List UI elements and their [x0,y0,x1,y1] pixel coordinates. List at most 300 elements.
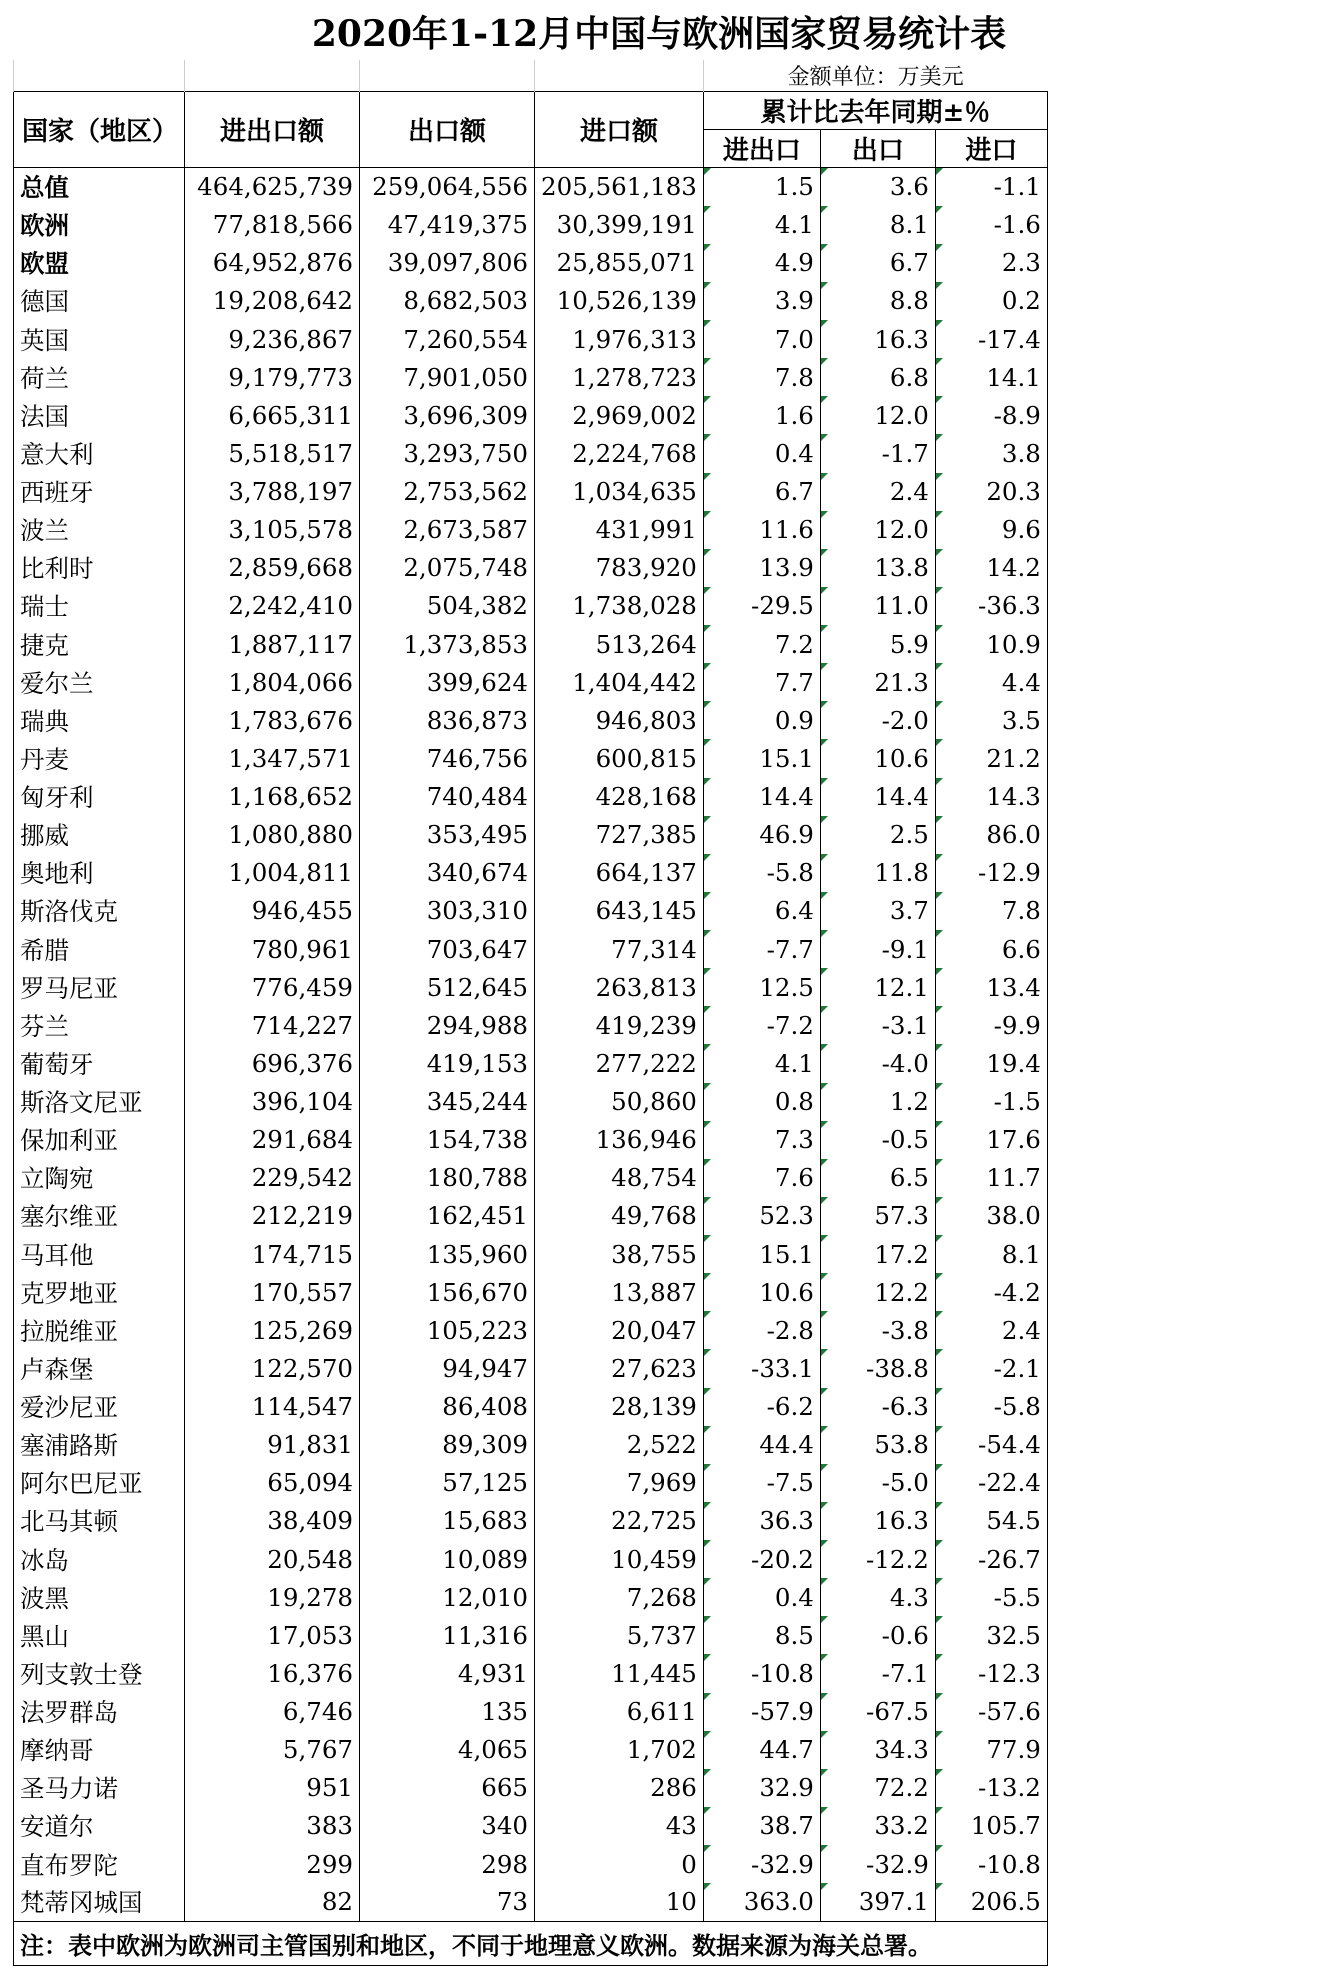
cell-export: 135,960 [360,1235,535,1273]
cell-yoy-export: 5.9 [820,625,935,663]
cell-marker-icon [936,1464,943,1471]
cell-marker-icon [704,1845,711,1852]
cell-country: 欧盟 [14,244,185,282]
cell-import: 286 [535,1769,704,1807]
cell-yoy-import: -5.8 [935,1388,1047,1426]
table-row [14,930,1048,968]
cell-yoy-import: 54.5 [935,1502,1047,1540]
table-row [14,320,1048,358]
cell-total: 91,831 [185,1426,360,1464]
cell-marker-icon [704,434,711,441]
cell-total: 229,542 [185,1159,360,1197]
table-row [14,1426,1048,1464]
cell-yoy-import: 20.3 [935,473,1047,511]
cell-country: 总值 [14,168,185,206]
cell-yoy-export: -32.9 [820,1845,935,1883]
cell-marker-icon [821,206,828,213]
cell-marker-icon [821,1273,828,1280]
cell-marker-icon [704,816,711,823]
cell-yoy-import: 38.0 [935,1197,1047,1235]
cell-import: 49,768 [535,1197,704,1235]
cell-marker-icon [704,1273,711,1280]
cell-yoy-total: -6.2 [703,1388,820,1426]
cell-marker-icon [936,892,943,899]
cell-yoy-export: 72.2 [820,1769,935,1807]
cell-marker-icon [821,244,828,251]
cell-total: 1,004,811 [185,854,360,892]
cell-marker-icon [936,549,943,556]
cell-marker-icon [821,1388,828,1395]
cell-country: 波黑 [14,1578,185,1616]
table-row [14,1540,1048,1578]
cell-marker-icon [936,1311,943,1318]
cell-import: 205,561,183 [535,168,704,206]
cell-total: 299 [185,1845,360,1883]
cell-country: 欧洲 [14,206,185,244]
cell-marker-icon [704,320,711,327]
cell-total: 17,053 [185,1616,360,1654]
cell-yoy-import: 2.4 [935,1311,1047,1349]
cell-marker-icon [936,701,943,708]
cell-total: 122,570 [185,1349,360,1387]
cell-country: 瑞典 [14,701,185,739]
cell-marker-icon [704,1464,711,1471]
cell-marker-icon [704,1693,711,1700]
cell-marker-icon [936,434,943,441]
cell-import: 428,168 [535,778,704,816]
cell-marker-icon [704,1883,711,1890]
cell-total: 6,665,311 [185,396,360,434]
table-row [14,1311,1048,1349]
cell-marker-icon [821,1693,828,1700]
cell-yoy-export: -12.2 [820,1540,935,1578]
cell-marker-icon [936,1731,943,1738]
cell-yoy-total: 0.4 [703,1578,820,1616]
cell-export: 294,988 [360,1006,535,1044]
cell-yoy-total: -7.7 [703,930,820,968]
cell-marker-icon [936,1235,943,1242]
cell-yoy-export: -4.0 [820,1044,935,1082]
cell-yoy-export: 1.2 [820,1083,935,1121]
cell-import: 10,526,139 [535,282,704,320]
cell-yoy-import: -2.1 [935,1349,1047,1387]
cell-yoy-import: 3.5 [935,701,1047,739]
cell-marker-icon [704,892,711,899]
cell-marker-icon [704,1121,711,1128]
cell-yoy-total: 0.8 [703,1083,820,1121]
cell-marker-icon [821,739,828,746]
cell-import: 7,268 [535,1578,704,1616]
table-row [14,1654,1048,1692]
cell-yoy-export: 6.8 [820,358,935,396]
cell-marker-icon [821,968,828,975]
cell-country: 斯洛文尼亚 [14,1083,185,1121]
cell-yoy-export: 6.5 [820,1159,935,1197]
cell-country: 马耳他 [14,1235,185,1273]
cell-export: 7,901,050 [360,358,535,396]
table-row [14,168,1048,206]
cell-yoy-import: 14.2 [935,549,1047,587]
cell-marker-icon [821,1769,828,1776]
cell-total: 696,376 [185,1044,360,1082]
cell-marker-icon [821,1349,828,1356]
cell-total: 2,242,410 [185,587,360,625]
cell-export: 259,064,556 [360,168,535,206]
cell-yoy-import: -57.6 [935,1693,1047,1731]
cell-export: 2,075,748 [360,549,535,587]
cell-country: 波兰 [14,511,185,549]
cell-export: 665 [360,1769,535,1807]
cell-marker-icon [821,1845,828,1852]
cell-yoy-export: 12.0 [820,511,935,549]
cell-yoy-import: 0.2 [935,282,1047,320]
cell-marker-icon [821,320,828,327]
cell-country: 法罗群岛 [14,1693,185,1731]
cell-marker-icon [936,1578,943,1585]
cell-yoy-import: 2.3 [935,244,1047,282]
cell-country: 冰岛 [14,1540,185,1578]
cell-yoy-total: 6.4 [703,892,820,930]
cell-country: 爱尔兰 [14,663,185,701]
cell-total: 38,409 [185,1502,360,1540]
cell-export: 180,788 [360,1159,535,1197]
cell-import: 5,737 [535,1616,704,1654]
cell-yoy-export: 2.5 [820,816,935,854]
cell-country: 匈牙利 [14,778,185,816]
cell-marker-icon [936,244,943,251]
cell-marker-icon [821,1311,828,1318]
cell-total: 1,804,066 [185,663,360,701]
cell-marker-icon [936,816,943,823]
cell-export: 1,373,853 [360,625,535,663]
cell-export: 7,260,554 [360,320,535,358]
cell-yoy-total: 14.4 [703,778,820,816]
cell-yoy-total: 1.6 [703,396,820,434]
cell-total: 77,818,566 [185,206,360,244]
cell-country: 希腊 [14,930,185,968]
cell-export: 86,408 [360,1388,535,1426]
table-row [14,1616,1048,1654]
cell-export: 740,484 [360,778,535,816]
cell-yoy-import: 4.4 [935,663,1047,701]
cell-export: 2,673,587 [360,511,535,549]
cell-total: 780,961 [185,930,360,968]
cell-yoy-export: -67.5 [820,1693,935,1731]
col-header-yoy-import: 进口 [935,130,1047,168]
cell-marker-icon [936,511,943,518]
cell-yoy-import: -22.4 [935,1464,1047,1502]
cell-import: 6,611 [535,1693,704,1731]
cell-country: 安道尔 [14,1807,185,1845]
cell-import: 2,224,768 [535,434,704,472]
cell-export: 154,738 [360,1121,535,1159]
table-row [14,1006,1048,1044]
cell-import: 11,445 [535,1654,704,1692]
cell-marker-icon [936,1807,943,1814]
cell-yoy-total: 44.4 [703,1426,820,1464]
cell-marker-icon [936,1883,943,1890]
cell-marker-icon [936,320,943,327]
cell-import: 43 [535,1807,704,1845]
cell-yoy-import: 77.9 [935,1731,1047,1769]
cell-yoy-total: 7.8 [703,358,820,396]
cell-marker-icon [821,854,828,861]
cell-export: 12,010 [360,1578,535,1616]
cell-import: 513,264 [535,625,704,663]
cell-country: 意大利 [14,434,185,472]
header-row-1 [14,92,1048,130]
cell-total: 3,788,197 [185,473,360,511]
cell-import: 27,623 [535,1349,704,1387]
cell-marker-icon [704,1235,711,1242]
cell-export: 353,495 [360,816,535,854]
cell-yoy-export: 4.3 [820,1578,935,1616]
cell-total: 396,104 [185,1083,360,1121]
cell-marker-icon [821,701,828,708]
cell-import: 277,222 [535,1044,704,1082]
cell-marker-icon [936,1349,943,1356]
table-row [14,1883,1048,1921]
cell-marker-icon [704,1654,711,1661]
cell-export: 303,310 [360,892,535,930]
cell-marker-icon [936,1083,943,1090]
table-row [14,587,1048,625]
cell-marker-icon [936,1693,943,1700]
cell-marker-icon [936,282,943,289]
cell-yoy-total: 8.5 [703,1616,820,1654]
cell-marker-icon [936,1540,943,1547]
table-row [14,396,1048,434]
cell-country: 瑞士 [14,587,185,625]
cell-total: 125,269 [185,1311,360,1349]
cell-export: 11,316 [360,1616,535,1654]
cell-total: 3,105,578 [185,511,360,549]
cell-marker-icon [821,778,828,785]
cell-country: 芬兰 [14,1006,185,1044]
cell-country: 列支敦士登 [14,1654,185,1692]
cell-marker-icon [936,968,943,975]
cell-marker-icon [936,778,943,785]
cell-marker-icon [821,930,828,937]
cell-yoy-export: -1.7 [820,434,935,472]
table-row [14,1388,1048,1426]
cell-marker-icon [821,1044,828,1051]
cell-yoy-total: 52.3 [703,1197,820,1235]
cell-marker-icon [704,1426,711,1433]
table-row [14,206,1048,244]
cell-marker-icon [704,778,711,785]
cell-marker-icon [936,1121,943,1128]
cell-country: 奥地利 [14,854,185,892]
cell-yoy-import: -17.4 [935,320,1047,358]
cell-marker-icon [936,1769,943,1776]
cell-export: 10,089 [360,1540,535,1578]
cell-marker-icon [704,930,711,937]
table-row [14,968,1048,1006]
cell-country: 黑山 [14,1616,185,1654]
table-row [14,473,1048,511]
cell-yoy-export: -3.8 [820,1311,935,1349]
cell-total: 174,715 [185,1235,360,1273]
table-row [14,1235,1048,1273]
cell-yoy-import: -54.4 [935,1426,1047,1464]
cell-import: 10 [535,1883,704,1921]
cell-marker-icon [704,206,711,213]
table-row [14,854,1048,892]
cell-import: 1,976,313 [535,320,704,358]
cell-marker-icon [821,625,828,632]
cell-marker-icon [821,1464,828,1471]
cell-marker-icon [936,1845,943,1852]
cell-marker-icon [704,625,711,632]
cell-marker-icon [704,1502,711,1509]
cell-yoy-export: 2.4 [820,473,935,511]
cell-import: 1,702 [535,1731,704,1769]
cell-country: 圣马力诺 [14,1769,185,1807]
cell-yoy-total: -29.5 [703,587,820,625]
cell-yoy-import: 13.4 [935,968,1047,1006]
cell-marker-icon [821,1731,828,1738]
cell-marker-icon [821,892,828,899]
cell-yoy-export: -0.6 [820,1616,935,1654]
cell-marker-icon [704,587,711,594]
cell-marker-icon [821,511,828,518]
cell-export: 419,153 [360,1044,535,1082]
cell-import: 263,813 [535,968,704,1006]
cell-export: 73 [360,1883,535,1921]
cell-yoy-total: -10.8 [703,1654,820,1692]
cell-marker-icon [821,1807,828,1814]
cell-marker-icon [704,1807,711,1814]
table-row [14,511,1048,549]
cell-marker-icon [704,1083,711,1090]
cell-marker-icon [704,1006,711,1013]
cell-total: 65,094 [185,1464,360,1502]
cell-marker-icon [936,625,943,632]
table-row [14,1464,1048,1502]
cell-marker-icon [704,1349,711,1356]
table-row [14,1121,1048,1159]
col-header-export: 出口额 [360,92,535,168]
cell-country: 克罗地亚 [14,1273,185,1311]
cell-yoy-total: 7.7 [703,663,820,701]
table-row [14,1807,1048,1845]
cell-yoy-total: 1.5 [703,168,820,206]
table-row [14,549,1048,587]
cell-yoy-export: 12.2 [820,1273,935,1311]
table-row [14,816,1048,854]
cell-marker-icon [936,206,943,213]
cell-export: 162,451 [360,1197,535,1235]
cell-marker-icon [704,244,711,251]
unit-row [14,60,1048,92]
cell-total: 714,227 [185,1006,360,1044]
cell-total: 1,783,676 [185,701,360,739]
table-row [14,701,1048,739]
cell-yoy-export: 397.1 [820,1883,935,1921]
cell-export: 512,645 [360,968,535,1006]
col-header-import: 进口额 [535,92,704,168]
cell-yoy-export: 14.4 [820,778,935,816]
cell-total: 383 [185,1807,360,1845]
cell-total: 776,459 [185,968,360,1006]
cell-import: 2,522 [535,1426,704,1464]
cell-yoy-export: 3.7 [820,892,935,930]
cell-marker-icon [704,1578,711,1585]
cell-marker-icon [704,1044,711,1051]
cell-yoy-export: 8.8 [820,282,935,320]
cell-marker-icon [936,1616,943,1623]
table-row [14,1845,1048,1883]
cell-yoy-total: 44.7 [703,1731,820,1769]
cell-marker-icon [704,854,711,861]
cell-import: 136,946 [535,1121,704,1159]
cell-yoy-export: -7.1 [820,1654,935,1692]
cell-yoy-import: -9.9 [935,1006,1047,1044]
table-row [14,1083,1048,1121]
cell-marker-icon [821,816,828,823]
cell-import: 727,385 [535,816,704,854]
cell-import: 1,404,442 [535,663,704,701]
cell-export: 94,947 [360,1349,535,1387]
cell-yoy-export: 57.3 [820,1197,935,1235]
cell-country: 塞尔维亚 [14,1197,185,1235]
cell-country: 法国 [14,396,185,434]
cell-yoy-export: 3.6 [820,168,935,206]
cell-yoy-export: -5.0 [820,1464,935,1502]
table-row [14,1769,1048,1807]
cell-marker-icon [936,1273,943,1280]
cell-total: 5,767 [185,1731,360,1769]
cell-import: 1,034,635 [535,473,704,511]
cell-marker-icon [821,1006,828,1013]
table-row [14,434,1048,472]
cell-marker-icon [821,168,828,175]
table-row [14,1197,1048,1235]
cell-marker-icon [936,1502,943,1509]
cell-yoy-import: -12.9 [935,854,1047,892]
cell-yoy-export: 8.1 [820,206,935,244]
cell-import: 22,725 [535,1502,704,1540]
cell-export: 298 [360,1845,535,1883]
cell-country: 北马其顿 [14,1502,185,1540]
cell-marker-icon [821,358,828,365]
table-row [14,625,1048,663]
cell-marker-icon [936,1654,943,1661]
cell-country: 葡萄牙 [14,1044,185,1082]
cell-marker-icon [936,1197,943,1204]
cell-yoy-export: -0.5 [820,1121,935,1159]
cell-yoy-export: -3.1 [820,1006,935,1044]
cell-yoy-total: -7.5 [703,1464,820,1502]
cell-total: 1,347,571 [185,739,360,777]
cell-total: 170,557 [185,1273,360,1311]
cell-import: 77,314 [535,930,704,968]
cell-yoy-total: -5.8 [703,854,820,892]
col-header-yoy-total: 进出口 [703,130,820,168]
cell-export: 4,931 [360,1654,535,1692]
cell-yoy-export: 16.3 [820,320,935,358]
cell-yoy-import: 19.4 [935,1044,1047,1082]
cell-import: 38,755 [535,1235,704,1273]
cell-marker-icon [704,739,711,746]
cell-marker-icon [821,1616,828,1623]
note-row [14,1921,1048,1965]
cell-marker-icon [704,168,711,175]
table-row [14,1159,1048,1197]
table-row [14,1044,1048,1082]
page-title: 2020年1-12月中国与欧洲国家贸易统计表 [311,13,1007,55]
